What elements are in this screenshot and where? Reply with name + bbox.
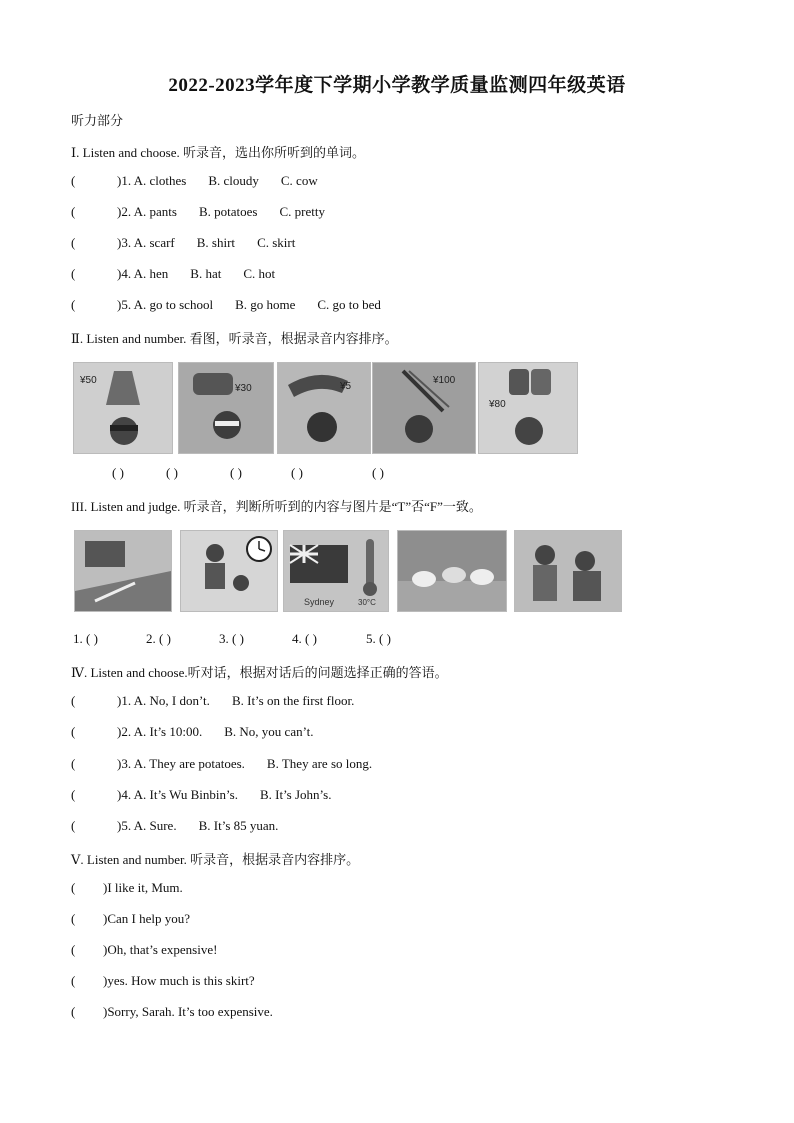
s3-answer-blanks <box>0 631 794 647</box>
judge-picture-4 <box>397 530 507 612</box>
street-scene-icon <box>75 531 171 611</box>
s5-item-2: ( )Can I help you? <box>71 911 191 926</box>
shopping-picture-1 <box>73 362 173 454</box>
s4-question-3: ( )3. A. They are potatoes. B. They are so long. <box>71 756 373 771</box>
price-label-3: ¥5 <box>340 381 352 392</box>
s5-item-3: ( )Oh, that’s expensive! <box>71 942 218 957</box>
s2-answer-blanks <box>0 465 794 481</box>
s5-item-4: ( )yes. How much is this skirt? <box>71 973 255 988</box>
shoes-price-icon <box>179 363 273 453</box>
gloves-price-icon <box>479 363 577 453</box>
s4-question-5: ( )5. A. Sure. B. It’s 85 yuan. <box>71 818 279 833</box>
s1-question-4: ( )4. A. hen B. hat C. hot <box>71 266 276 281</box>
s4-question-2: ( )2. A. It’s 10:00. B. No, you can’t. <box>71 724 314 739</box>
s1-question-3: ( )3. A. scarf B. shirt C. skirt <box>71 235 296 250</box>
s2-blank-1[interactable]: ( ) <box>112 465 124 480</box>
shopping-picture-5 <box>478 362 578 454</box>
shop-people-icon <box>515 531 621 611</box>
clock-people-icon <box>181 531 277 611</box>
price-label-5: ¥80 <box>489 399 506 410</box>
judge-picture-2 <box>180 530 278 612</box>
s2-blank-3[interactable]: ( ) <box>230 465 242 480</box>
section-2-heading: Ⅱ. Listen and number. 看图，听录音，根据录音内容排序。 <box>71 331 398 346</box>
s4-question-1: ( )1. A. No, I don’t. B. It’s on the first floor. <box>71 693 355 708</box>
price-label-2: ¥30 <box>235 383 252 394</box>
s2-blank-4[interactable]: ( ) <box>291 465 303 480</box>
s3-answer-1[interactable]: 1. ( ) <box>73 631 98 646</box>
section-3-heading: III. Listen and judge. 听录音，判断所听到的内容与图片是“T”否“F”一致。 <box>71 499 482 514</box>
s3-answer-5[interactable]: 5. ( ) <box>366 631 391 646</box>
s2-blank-5[interactable]: ( ) <box>372 465 384 480</box>
s3-answer-3[interactable]: 3. ( ) <box>219 631 244 646</box>
price-label-1: ¥50 <box>80 375 97 386</box>
dress-price-icon <box>74 363 172 453</box>
shopping-picture-4 <box>372 362 476 454</box>
s5-item-5: ( )Sorry, Sarah. It’s too expensive. <box>71 1004 273 1019</box>
s1-question-5: ( )5. A. go to school B. go home C. go to bed <box>71 297 381 312</box>
s3-answer-2[interactable]: 2. ( ) <box>146 631 171 646</box>
s2-blank-2[interactable]: ( ) <box>166 465 178 480</box>
section-4-heading: Ⅳ. Listen and choose.听对话，根据对话后的问题选择正确的答语。 <box>71 665 448 680</box>
shopping-picture-2 <box>178 362 274 454</box>
judge-picture-1 <box>74 530 172 612</box>
judge-picture-5 <box>514 530 622 612</box>
temperature-label: 30°C <box>358 598 376 607</box>
s3-answer-4[interactable]: 4. ( ) <box>292 631 317 646</box>
australia-flag-icon <box>284 531 388 611</box>
s4-question-4: ( )4. A. It’s Wu Binbin’s. B. It’s John’s. <box>71 787 332 802</box>
s1-question-1: ( )1. A. clothes B. cloudy C. cow <box>71 173 318 188</box>
scarf-price-icon <box>278 363 370 453</box>
s1-question-2: ( )2. A. pants B. potatoes C. pretty <box>71 204 325 219</box>
umbrella-price-icon <box>373 363 475 453</box>
section-label-listening: 听力部分 <box>71 113 124 128</box>
s5-item-1: ( )I like it, Mum. <box>71 880 183 895</box>
page-title: 2022-2023学年度下学期小学教学质量监测四年级英语 <box>168 75 626 96</box>
section-1-heading: Ⅰ. Listen and choose. 听录音，选出你所听到的单词。 <box>71 145 365 160</box>
shopping-picture-3 <box>277 362 371 454</box>
judge-picture-3 <box>283 530 389 612</box>
sydney-label: Sydney <box>304 597 335 607</box>
section-5-heading: Ⅴ. Listen and number. 听录音，根据录音内容排序。 <box>71 852 360 867</box>
farm-animals-icon <box>398 531 506 611</box>
price-label-4: ¥100 <box>433 375 456 386</box>
